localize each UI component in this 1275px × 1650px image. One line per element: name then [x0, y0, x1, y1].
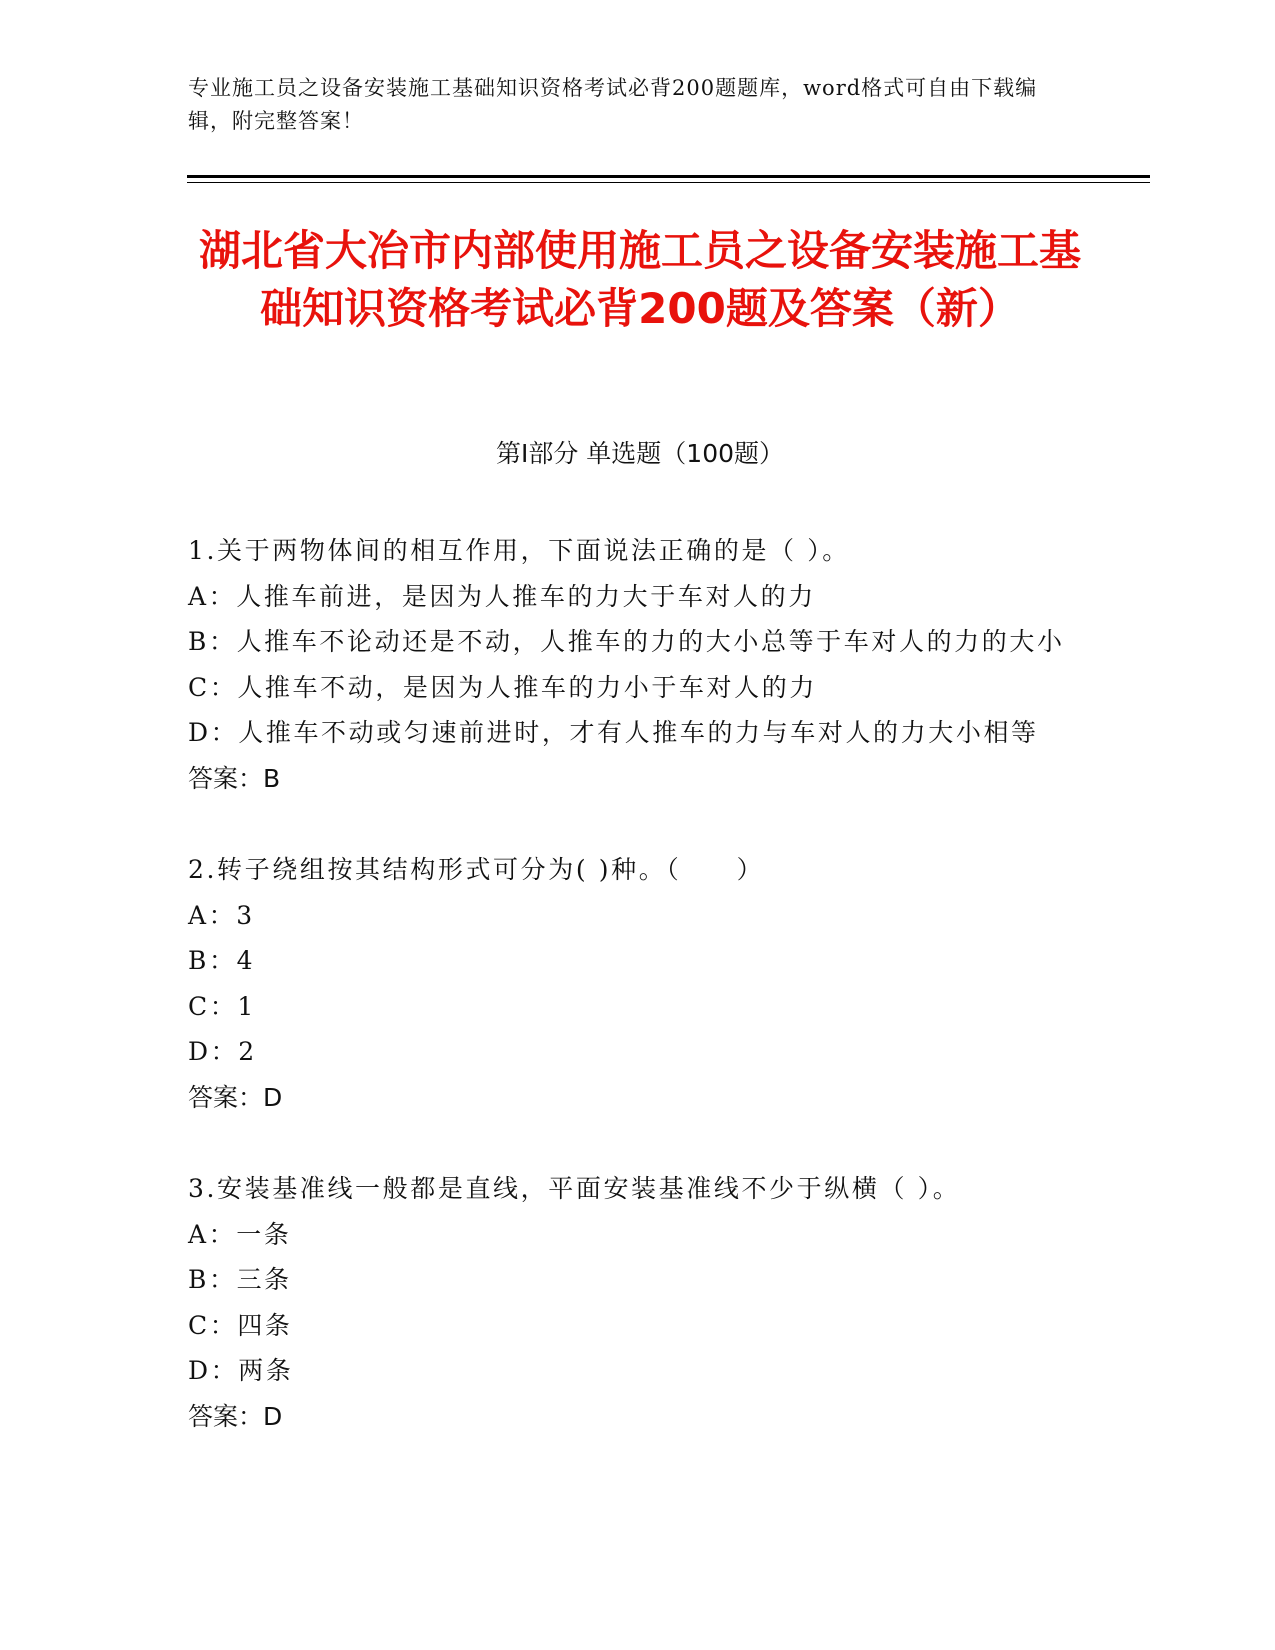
option-c: C：1 — [188, 991, 256, 1021]
option-d: D：两条 — [188, 1356, 294, 1385]
answer-line: 答案：B — [188, 763, 281, 793]
option-a: A：一条 — [188, 1219, 292, 1249]
document-title: 湖北省大冶市内部使用施工员之设备安装施工基础知识资格考试必背200题及答案（新） — [198, 226, 1081, 333]
question-stem: 3.安装基准线一般都是直线，平面安装基准线不少于纵横（ ）。 — [188, 1174, 961, 1203]
section-heading: 第I部分 单选题（100题） — [495, 439, 785, 468]
question-list — [188, 528, 1088, 1485]
option-c: C：四条 — [188, 1310, 293, 1340]
option-d: D：2 — [188, 1037, 257, 1066]
question-stem: 1.关于两物体间的相互作用，下面说法正确的是（ ）。 — [188, 536, 850, 565]
answer-line: 答案：D — [188, 1401, 283, 1431]
option-d: D：人推车不动或匀速前进时，才有人推车的力与车对人的力大小相等 — [188, 718, 1039, 747]
option-b: B：4 — [188, 946, 256, 975]
question-stem: 2.转子绕组按其结构形式可分为( )种。（ ） — [188, 855, 765, 884]
header-divider-thin — [187, 182, 1150, 183]
option-a: A：人推车前进，是因为人推车的力大于车对人的力 — [188, 581, 816, 611]
intro-text: 专业施工员之设备安装施工基础知识资格考试必背200题题库，word格式可自由下载编辑，附完整答案！ — [188, 76, 1038, 133]
question-2 — [188, 847, 1088, 1120]
header-divider-thick — [187, 175, 1150, 178]
option-b: B：三条 — [188, 1265, 292, 1294]
question-1 — [188, 528, 1088, 801]
question-3 — [188, 1166, 1088, 1439]
answer-line: 答案：D — [188, 1082, 283, 1112]
option-a: A：3 — [188, 900, 255, 930]
option-c: C：人推车不动，是因为人推车的力小于车对人的力 — [188, 672, 817, 702]
option-b: B：人推车不论动还是不动，人推车的力的大小总等于车对人的力的大小 — [188, 627, 1065, 656]
